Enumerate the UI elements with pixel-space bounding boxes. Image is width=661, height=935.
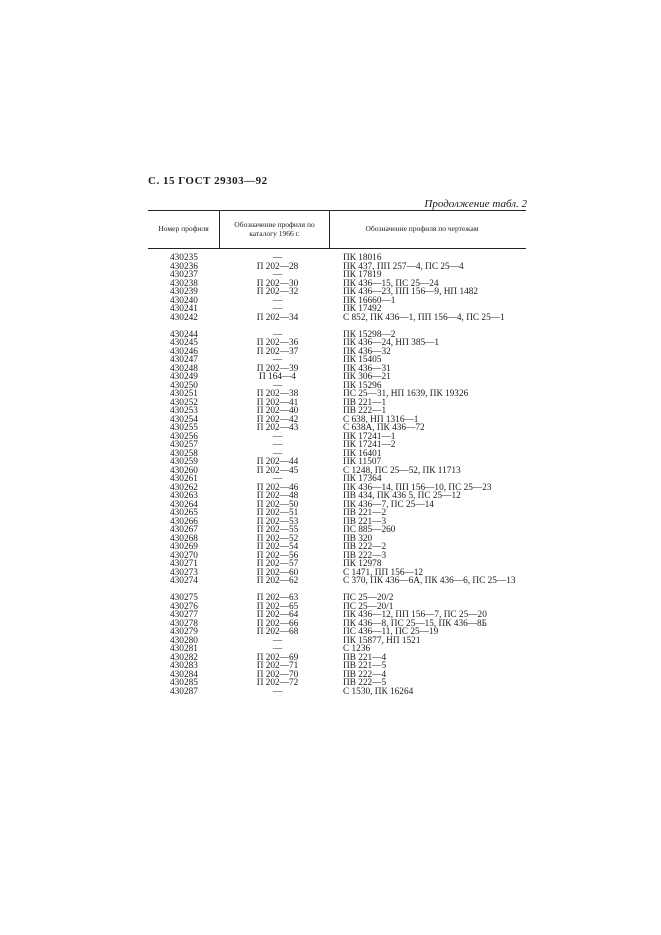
profile-number-cell: 430271 [170,559,198,569]
drawing-designation-cell: ПК 17364 [343,474,382,484]
drawing-designation-cell: ПК 15877, НП 1521 [343,635,421,646]
drawing-designation-cell: ПК 306—21 [343,372,391,382]
profile-number-cell: 430281 [170,644,198,654]
profile-number-cell: 430273 [170,567,198,578]
catalog-designation-cell: П 202—66 [256,618,299,629]
drawing-designation-cell: ПК 12978 [343,559,382,569]
drawing-designation-cell: ПК 11507 [343,457,382,467]
table-row [148,518,526,527]
catalog-designation-cell: П 202—45 [256,465,299,476]
catalog-designation-cell: П 202—48 [256,491,299,501]
table-row [148,560,526,569]
catalog-designation-cell: П 202—32 [256,287,299,297]
profile-number-cell: 430241 [170,304,198,314]
catalog-designation-cell: — [272,474,283,484]
table-row [148,373,526,382]
profile-number-cell: 430239 [170,287,198,297]
catalog-designation-cell: — [272,635,283,646]
profile-number-cell: 430237 [170,270,198,280]
drawing-designation-cell: ПК 436—7, ПС 25—14 [343,499,434,510]
catalog-designation-cell: П 202—28 [256,261,299,272]
drawing-designation-cell: ПК 436—24, НП 385—1 [343,338,440,348]
profile-table [148,210,526,696]
profile-number-cell: 430283 [170,661,198,671]
table-row [148,254,526,263]
table-row [148,390,526,399]
table-row [148,263,526,272]
profile-number-cell: 430246 [170,346,198,357]
catalog-designation-cell: П 202—39 [256,363,299,374]
table-row [148,671,526,680]
catalog-designation-cell: П 202—57 [256,559,299,569]
drawing-designation-cell: ПВ 320 [343,533,373,544]
profile-number-cell: 430270 [170,550,198,561]
drawing-designation-cell: С 638А, ПК 436—72 [343,423,425,433]
table-row [148,339,526,348]
catalog-designation-cell: П 202—50 [256,499,299,510]
table-row [148,314,526,323]
drawing-designation-cell: ПК 15405 [343,355,382,365]
table-row [148,433,526,442]
catalog-designation-cell: П 202—63 [256,593,299,603]
drawing-designation-cell: ПК 15298—2 [343,329,396,340]
catalog-designation-cell: П 202—60 [256,567,299,578]
catalog-designation-cell: — [272,644,283,654]
profile-number-cell: 430260 [170,465,198,476]
table-row [148,407,526,416]
table-row [148,416,526,425]
profile-number-cell: 430265 [170,508,198,518]
profile-number-cell: 430284 [170,669,198,680]
table-row [148,594,526,603]
profile-number-cell: 430245 [170,338,198,348]
table-row [148,526,526,535]
profile-number-cell: 430269 [170,542,198,552]
profile-number-cell: 430238 [170,278,198,289]
table-row [148,620,526,629]
drawing-designation-cell: ПК 436—14, ПП 156—10, ПС 25—23 [343,482,492,493]
catalog-designation-cell: П 202—72 [256,678,299,688]
catalog-designation-cell: — [272,355,283,365]
profile-number-cell: 430264 [170,499,198,510]
drawing-designation-cell: ПВ 434, ПК 436 5, ПС 25—12 [343,491,461,501]
profile-number-cell: 430275 [170,593,198,603]
drawing-designation-cell: ПК 17241—1 [343,431,396,442]
profile-number-cell: 430282 [170,652,198,663]
profile-number-cell: 430257 [170,440,198,450]
profile-number-cell: 430262 [170,482,198,493]
drawing-designation-cell: ПВ 221—5 [343,661,387,671]
profile-number-cell: 430249 [170,372,198,382]
table-row [148,509,526,518]
catalog-designation-cell: П 202—70 [256,669,299,680]
row-gap [148,586,526,595]
table-row [148,679,526,688]
catalog-designation-cell: П 202—37 [256,346,299,357]
table-row [148,628,526,637]
table-row [148,662,526,671]
table-continuation-label: Продолжение табл. 2 [424,198,527,210]
profile-number-cell: 430242 [170,312,198,323]
table-row [148,645,526,654]
table-row [148,356,526,365]
drawing-designation-cell: ПК 18016 [343,253,382,263]
profile-number-cell: 430266 [170,516,198,527]
profile-number-cell: 430255 [170,423,198,433]
drawing-designation-cell: ПВ 222—3 [343,550,387,561]
catalog-designation-cell: — [272,270,283,280]
catalog-designation-cell: — [272,440,283,450]
profile-number-cell: 430268 [170,533,198,544]
drawing-designation-cell: ПК 436—31 [343,363,391,374]
drawing-designation-cell: ПВ 222—1 [343,406,387,416]
catalog-designation-cell: П 164—4 [259,372,296,382]
catalog-designation-cell: — [272,380,283,391]
drawing-designation-cell: ПК 436—8, ПС 25—15, ПК 436—8Б [343,618,488,629]
drawing-designation-cell: С 1471, ПП 156—12 [343,567,424,578]
drawing-designation-cell: ПК 437, ПП 257—4, ПС 25—4 [343,261,464,272]
catalog-designation-cell: П 202—52 [256,533,299,544]
page-header: С. 15 ГОСТ 29303—92 [148,175,268,187]
profile-number-cell: 430261 [170,474,198,484]
profile-number-cell: 430263 [170,491,198,501]
catalog-designation-cell: П 202—65 [256,601,299,612]
profile-number-cell: 430251 [170,389,198,399]
catalog-designation-cell: П 202—56 [256,550,299,561]
drawing-designation-cell: С 1236 [343,644,371,654]
table-row [148,577,526,586]
table-row [148,399,526,408]
drawing-designation-cell: С 1248, ПС 25—52, ПК 11713 [343,465,461,476]
drawing-designation-cell: ПК 16401 [343,448,382,459]
drawing-designation-cell: ПС 25—20/1 [343,601,394,612]
catalog-designation-cell: П 202—30 [256,278,299,289]
drawing-designation-cell: ПВ 222—5 [343,678,387,688]
table-row [148,288,526,297]
profile-number-cell: 430277 [170,610,198,620]
catalog-designation-cell: П 202—62 [256,576,299,586]
drawing-designation-cell: ПВ 221—4 [343,652,387,663]
table-row [148,348,526,357]
profile-number-cell: 430253 [170,406,198,416]
catalog-designation-cell: — [272,304,283,314]
drawing-designation-cell: ПС 25—20/2 [343,593,394,603]
drawing-designation-cell: С 1530, ПК 16264 [343,686,414,697]
profile-number-cell: 430274 [170,576,198,586]
table-body [148,249,526,696]
catalog-designation-cell: П 202—55 [256,525,299,535]
table-header-row [148,210,526,249]
table-row [148,484,526,493]
header-profile-number: Номер профиля [158,224,209,234]
profile-number-cell: 430235 [170,253,198,263]
profile-number-cell: 430248 [170,363,198,374]
drawing-designation-cell: ПК 17819 [343,270,382,280]
table-row [148,492,526,501]
table-row [148,501,526,510]
table-row [148,441,526,450]
drawing-designation-cell: ПК 17492 [343,304,382,314]
profile-number-cell: 430256 [170,431,198,442]
drawing-designation-cell: ПВ 222—2 [343,542,387,552]
profile-number-cell: 430287 [170,686,198,697]
drawing-designation-cell: ПС 436—11, ПС 25—19 [343,627,439,637]
header-drawings: Обозначение профиля по чертежам [365,224,479,234]
catalog-designation-cell: П 202—44 [256,457,299,467]
catalog-designation-cell: — [272,448,283,459]
drawing-designation-cell: ПК 436—12, ПП 156—7, ПС 25—20 [343,610,487,620]
profile-number-cell: 430267 [170,525,198,535]
table-row [148,331,526,340]
profile-number-cell: 430258 [170,448,198,459]
table-row [148,467,526,476]
catalog-designation-cell: П 202—36 [256,338,299,348]
profile-number-cell: 430244 [170,329,198,340]
catalog-designation-cell: П 202—46 [256,482,299,493]
profile-number-cell: 430285 [170,678,198,688]
profile-number-cell: 430240 [170,295,198,306]
profile-number-cell: 430250 [170,380,198,391]
catalog-designation-cell: П 202—68 [256,627,299,637]
profile-number-cell: 430280 [170,635,198,646]
table-row [148,365,526,374]
catalog-designation-cell: П 202—41 [256,397,299,408]
profile-number-cell: 430276 [170,601,198,612]
drawing-designation-cell: ПС 25—31, НП 1639, ПК 19326 [343,389,469,399]
catalog-designation-cell: — [272,686,283,697]
catalog-designation-cell: П 202—53 [256,516,299,527]
catalog-designation-cell: П 202—38 [256,389,299,399]
drawing-designation-cell: ПВ 221—1 [343,397,387,408]
table-row [148,271,526,280]
catalog-designation-cell: — [272,329,283,340]
drawing-designation-cell: ПК 17241—2 [343,440,396,450]
drawing-designation-cell: ПК 436—23, ПП 156—9, НП 1482 [343,287,479,297]
row-gap [148,322,526,331]
drawing-designation-cell: ПК 436—15, ПС 25—24 [343,278,439,289]
catalog-designation-cell: П 202—40 [256,406,299,416]
catalog-designation-cell: П 202—71 [256,661,299,671]
drawing-designation-cell: ПВ 221—2 [343,508,387,518]
profile-number-cell: 430254 [170,414,198,425]
drawing-designation-cell: С 638, НП 1316—1 [343,414,419,425]
catalog-designation-cell: П 202—54 [256,542,299,552]
table-row [148,688,526,697]
catalog-designation-cell: — [272,253,283,263]
table-row [148,458,526,467]
catalog-designation-cell: — [272,295,283,306]
drawing-designation-cell: ПК 15296 [343,380,382,391]
table-row [148,424,526,433]
drawing-designation-cell: ПС 885—260 [343,525,396,535]
catalog-designation-cell: — [272,431,283,442]
drawing-designation-cell: С 852, ПК 436—1, ПП 156—4, ПС 25—1 [343,312,505,323]
drawing-designation-cell: С 370, ПК 436—6А, ПК 436—6, ПС 25—13 [343,576,516,586]
table-row [148,637,526,646]
profile-number-cell: 430252 [170,397,198,408]
profile-number-cell: 430236 [170,261,198,272]
table-row [148,654,526,663]
table-row [148,297,526,306]
drawing-designation-cell: ПК 16660—1 [343,295,396,306]
profile-number-cell: 430259 [170,457,198,467]
catalog-designation-cell: П 202—64 [256,610,299,620]
table-row [148,543,526,552]
profile-number-cell: 430278 [170,618,198,629]
table-row [148,552,526,561]
catalog-designation-cell: П 202—69 [256,652,299,663]
drawing-designation-cell: ПВ 221—3 [343,516,387,527]
catalog-designation-cell: П 202—42 [256,414,299,425]
catalog-designation-cell: П 202—51 [256,508,299,518]
table-row [148,382,526,391]
table-row [148,450,526,459]
profile-number-cell: 430247 [170,355,198,365]
catalog-designation-cell: П 202—34 [256,312,299,323]
drawing-designation-cell: ПК 436—32 [343,346,391,357]
table-row [148,535,526,544]
catalog-designation-cell: П 202—43 [256,423,299,433]
header-catalog-1966: Обозначение профиля по каталогу 1966 г. [219,211,330,248]
profile-number-cell: 430279 [170,627,198,637]
drawing-designation-cell: ПВ 222—4 [343,669,387,680]
